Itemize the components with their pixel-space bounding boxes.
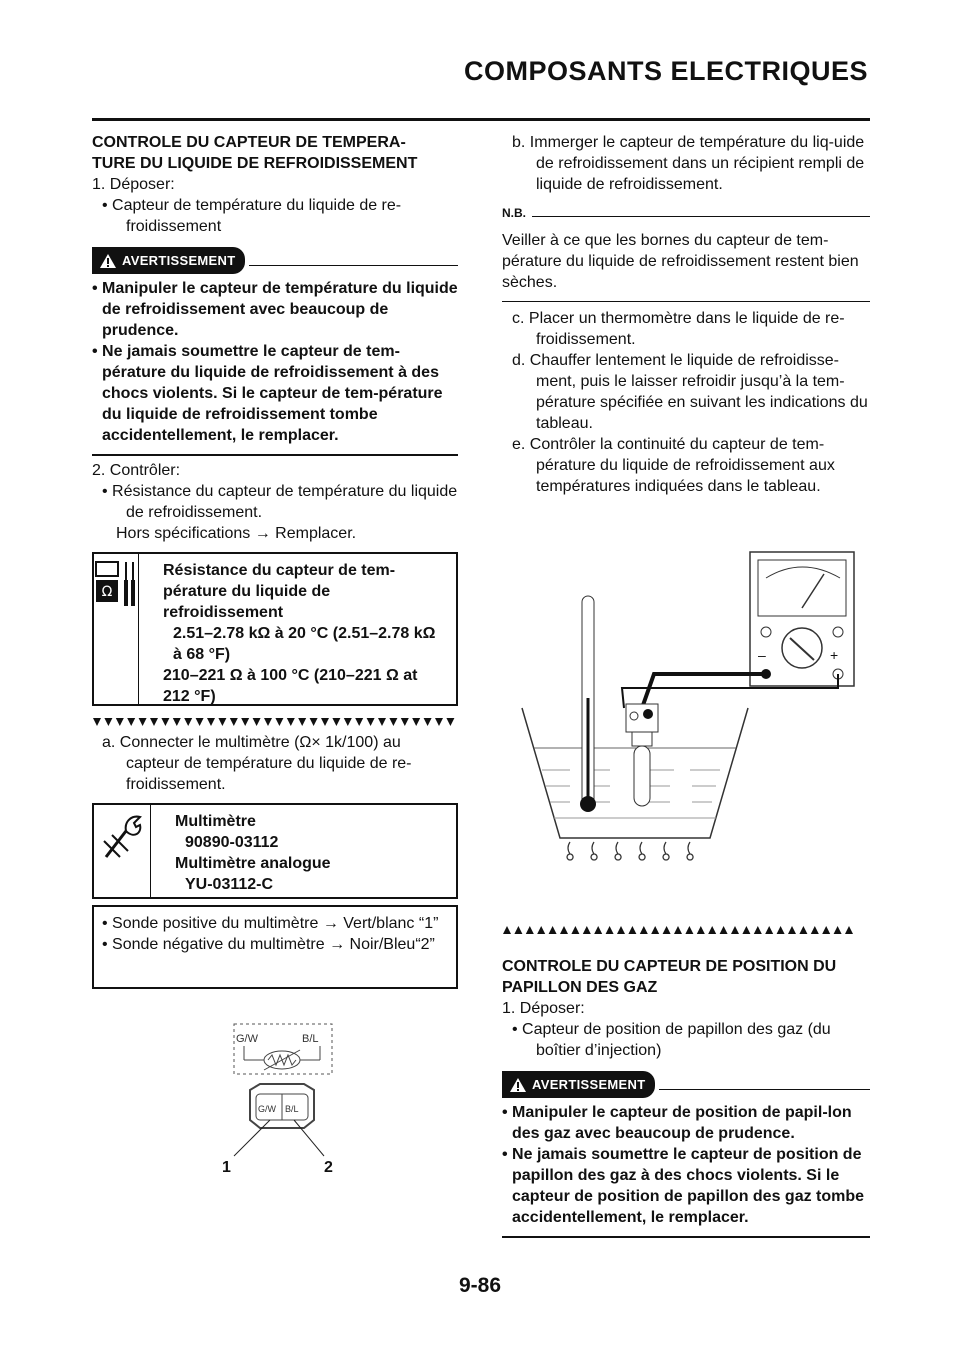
right-lower-section <box>502 924 870 1238</box>
triangle-down-mark <box>196 718 204 726</box>
tool-icon-cell <box>94 805 151 897</box>
triangle-up-mark <box>514 926 522 934</box>
nb-label: N.B. <box>502 206 526 220</box>
triangle-up-mark <box>685 926 693 934</box>
triangle-up-mark <box>628 926 636 934</box>
heat-icons <box>567 842 693 860</box>
triangle-down-mark <box>389 718 397 726</box>
diagram-wire-bl: B/L <box>302 1033 319 1045</box>
triangle-up-mark <box>799 926 807 934</box>
warning-header-2 <box>502 1071 870 1098</box>
triangle-down-mark <box>412 718 420 726</box>
tool-icon <box>100 811 144 861</box>
step-a: a. Connecter le multimètre (Ω× 1k/100) au capteur de température du liquide de re-froidissement. <box>102 734 412 793</box>
triangle-down-mark <box>230 718 238 726</box>
triangle-down-mark <box>161 718 169 726</box>
triangle-down-mark <box>298 718 306 726</box>
triangle-down-mark <box>355 718 363 726</box>
meter-plus: + <box>830 647 839 663</box>
svg-text:Ω: Ω <box>101 584 113 600</box>
triangle-down-mark <box>253 718 261 726</box>
step-check: 2. Contrôler: <box>92 462 181 479</box>
probe-positive: • Sonde positive du multimètre → Vert/blanc “1” <box>102 915 439 932</box>
multimeter-spec-icon <box>94 560 138 610</box>
left-column <box>92 132 458 989</box>
test-setup-diagram <box>514 548 864 868</box>
meter-minus: – <box>758 647 766 663</box>
triangle-up-mark <box>754 926 762 934</box>
triangle-up-mark <box>583 926 591 934</box>
triangle-down-mark <box>93 718 101 726</box>
triangle-up-mark <box>731 926 739 934</box>
triangle-up-mark <box>617 926 625 934</box>
probe-negative: • Sonde négative du multimètre → Noir/Bleu“2” <box>102 936 435 953</box>
triangle-up-mark <box>537 926 545 934</box>
triangle-down-mark <box>241 718 249 726</box>
triangle-up-mark <box>526 926 534 934</box>
warning-badge <box>92 247 245 274</box>
triangle-down-mark <box>321 718 329 726</box>
step-remove: 1. Déposer: <box>92 176 175 193</box>
nb-text: Veiller à ce que les bornes du capteur de tem-pérature du liquide de refroidissement restent bien sèches. <box>502 232 859 291</box>
triangle-up-mark <box>777 926 785 934</box>
triangle-up-mark <box>606 926 614 934</box>
triangle-down-mark <box>401 718 409 726</box>
triangle-up-mark <box>720 926 728 934</box>
triangle-down-mark <box>378 718 386 726</box>
step-check-spec: Hors spécifications → Remplacer. <box>116 525 357 542</box>
triangle-down-mark <box>184 718 192 726</box>
triangle-down-mark <box>332 718 340 726</box>
warning-body <box>92 278 458 456</box>
triangle-up-mark <box>788 926 796 934</box>
warning-line <box>249 265 458 266</box>
step-b: b. Immerger le capteur de température du liq-uide de refroidissement dans un récipient rempli de liquide de refroidissement. <box>512 134 865 193</box>
warning-item: • Manipuler le capteur de position de papil-lon des gaz avec beaucoup de prudence. <box>502 1104 852 1142</box>
probe-box <box>92 905 458 989</box>
end-triangle-row <box>502 924 864 936</box>
spec-box <box>92 552 458 706</box>
triangle-up-mark <box>822 926 830 934</box>
triangle-up-mark <box>560 926 568 934</box>
triangle-up-mark <box>765 926 773 934</box>
step-remove-bullet: • Capteur de température du liquide de re-froidissement <box>102 197 402 235</box>
triangle-down-mark <box>310 718 318 726</box>
tool-name-2: Multimètre analogue <box>175 855 331 872</box>
triangle-up-mark <box>663 926 671 934</box>
triangle-up-mark <box>651 926 659 934</box>
section-heading-coolant-sensor: CONTROLE DU CAPTEUR DE TEMPERA- TURE DU LIQUIDE DE REFROIDISSEMENT <box>92 134 418 172</box>
warning-badge-2 <box>502 1071 655 1098</box>
triangle-down-mark <box>127 718 135 726</box>
triangle-up-mark <box>697 926 705 934</box>
triangle-down-mark <box>344 718 352 726</box>
connector-diagram <box>220 1020 350 1180</box>
nb-end-line <box>502 301 870 302</box>
triangle-down-mark <box>116 718 124 726</box>
nb-header <box>502 203 870 224</box>
warning-label: AVERTISSEMENT <box>122 253 236 268</box>
triangle-down-mark <box>275 718 283 726</box>
step-d: d. Chauffer lentement le liquide de refroidisse-ment, puis le laisser refroidir jusqu’à la tem-pérature spécifiée en suivant les indications du tableau. <box>512 352 868 432</box>
right-column <box>502 132 870 497</box>
warning-item: • Manipuler le capteur de température du liquide de refroidissement avec beaucoup de prudence. <box>92 280 458 339</box>
warning-header <box>92 247 458 274</box>
triangle-down-mark <box>435 718 443 726</box>
start-triangle-row <box>92 716 458 728</box>
step-remove-2: 1. Déposer: <box>502 1000 585 1017</box>
spec-icon-cell <box>94 554 139 704</box>
tool-part-1: 90890-03112 <box>185 834 279 851</box>
triangle-up-mark <box>834 926 842 934</box>
warning-label-2: AVERTISSEMENT <box>532 1077 646 1092</box>
warning-item: • Ne jamais soumettre le capteur de position de papillon des gaz à des chocs violents. Si le capteur de position de papillon des gaz tombe accidentellement, le remplacer. <box>502 1146 865 1226</box>
step-c: c. Placer un thermomètre dans le liquide de re-froidissement. <box>512 310 845 348</box>
triangle-up-mark <box>674 926 682 934</box>
triangle-down-mark <box>173 718 181 726</box>
triangle-down-mark <box>218 718 226 726</box>
connector-pin-gw: G/W <box>258 1104 276 1114</box>
callout-2: 2 <box>324 1159 333 1176</box>
diagram-wire-gw: G/W <box>236 1033 258 1045</box>
triangle-down-mark <box>446 718 454 726</box>
triangle-up-mark <box>811 926 819 934</box>
spec-value-1: 2.51–2.78 kΩ à 20 °C (2.51–2.78 kΩ à 68 °F) <box>173 625 436 663</box>
tool-content <box>151 805 341 897</box>
step-remove-2-bullet: • Capteur de position de papillon des gaz (du boîtier d’injection) <box>512 1021 831 1059</box>
spec-content <box>139 554 456 704</box>
triangle-down-mark <box>287 718 295 726</box>
step-check-bullet: • Résistance du capteur de température du liquide de refroidissement. <box>102 483 458 521</box>
triangle-up-mark <box>640 926 648 934</box>
triangle-down-mark <box>264 718 272 726</box>
tool-box <box>92 803 458 899</box>
step-e: e. Contrôler la continuité du capteur de tem-pérature du liquide de refroidissement aux températures indiquées dans le tableau. <box>512 436 835 495</box>
tool-part-2: YU-03112-C <box>185 876 274 893</box>
page-title: COMPOSANTS ELECTRIQUES <box>463 56 868 86</box>
triangle-down-mark <box>424 718 432 726</box>
connector-pin-bl: B/L <box>285 1104 299 1114</box>
warning-item: • Ne jamais soumettre le capteur de tem-pérature du liquide de refroidissement à des chocs violents. Si le capteur de tem-pérature du liquide de refroidissement tombe accidentellement, le remplacer. <box>92 343 443 444</box>
triangle-up-mark <box>708 926 716 934</box>
triangle-down-mark <box>150 718 158 726</box>
triangle-up-mark <box>549 926 557 934</box>
header-rule <box>92 118 870 121</box>
spec-value-2: 210–221 Ω à 100 °C (210–221 Ω at 212 °F) <box>163 667 418 705</box>
callout-1: 1 <box>222 1159 231 1176</box>
section-heading-throttle-sensor: CONTROLE DU CAPTEUR DE POSITION DU PAPILLON DES GAZ <box>502 958 837 996</box>
page-number: 9-86 <box>458 1274 502 1297</box>
tool-name-1: Multimètre <box>175 813 256 830</box>
triangle-up-mark <box>594 926 602 934</box>
triangle-down-mark <box>207 718 215 726</box>
triangle-up-mark <box>845 926 853 934</box>
triangle-down-mark <box>104 718 112 726</box>
triangle-up-mark <box>571 926 579 934</box>
triangle-down-mark <box>139 718 147 726</box>
spec-title: Résistance du capteur de tem-pérature du liquide de refroidissement <box>163 562 396 621</box>
warning-icon <box>100 254 116 268</box>
triangle-down-mark <box>367 718 375 726</box>
triangle-up-mark <box>742 926 750 934</box>
triangle-up-mark <box>503 926 511 934</box>
warning-icon <box>510 1078 526 1092</box>
warning-body-2 <box>502 1102 870 1238</box>
